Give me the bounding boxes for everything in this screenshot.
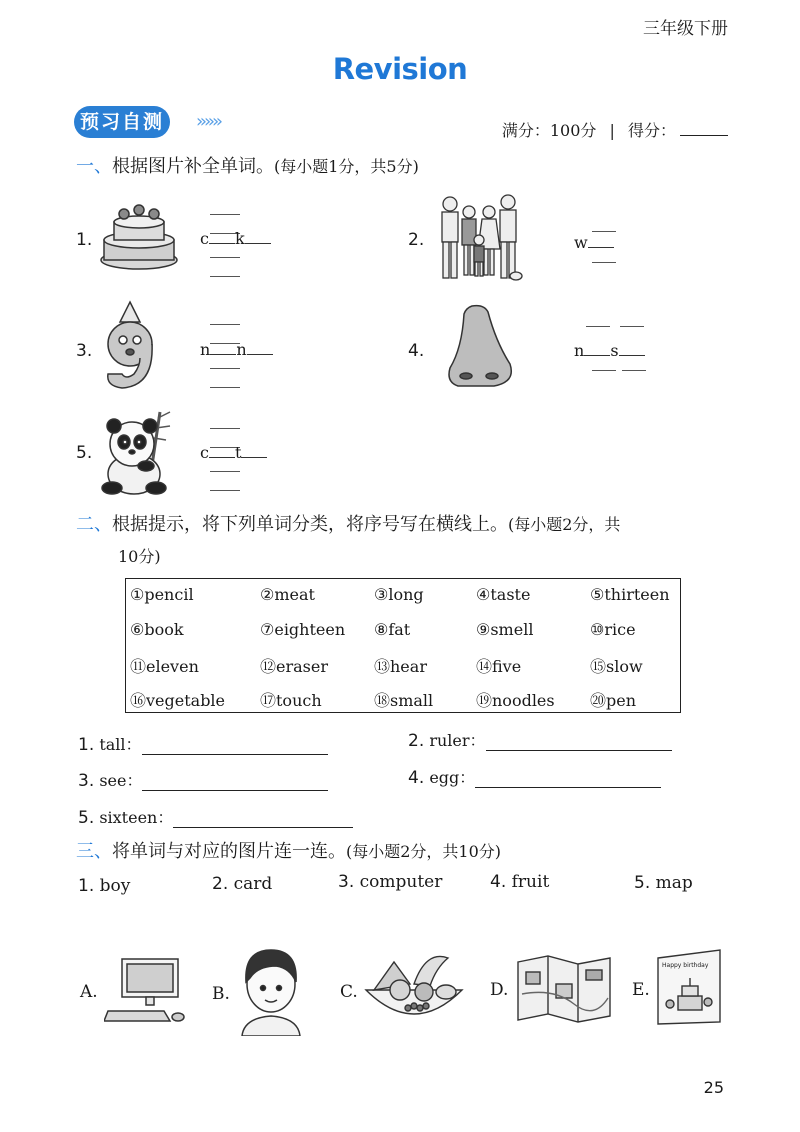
section1-heading [76,152,419,178]
word-cell: ⑧fat [374,620,411,639]
match-word-2[interactable] [212,874,272,894]
section3-heading [76,837,501,863]
item1-prefix: c [200,229,209,248]
match-word-1[interactable] [78,876,130,896]
prompt1-num: 1. [78,735,95,755]
prompt5-num: 5. [78,808,95,828]
item3-lines-top [210,324,280,336]
nose-picture [444,302,518,390]
section2-heading [76,510,736,536]
item1-mid: k [234,229,245,248]
item5-word[interactable] [200,443,267,462]
match-text: card [233,874,273,894]
section2-note2: 10分) [118,547,161,566]
word-bank [125,578,681,713]
match-num: 4. [490,872,507,892]
item2-num: 2. [408,230,425,250]
prompt-tall [78,732,328,755]
word-cell: ⑲noodles [476,691,555,710]
pic-letter-c: C. [340,982,358,1002]
page-title: Revision [332,52,468,86]
item3-lines-bottom [210,368,280,380]
item2-line-top [592,231,616,232]
prompt2-label: ruler： [429,731,486,750]
prompt4-label: egg： [429,768,476,787]
word-cell: ⑱small [374,691,434,710]
match-num: 3. [338,872,355,892]
prompt2-blank[interactable] [486,750,672,751]
item4-line-top-b [620,326,644,327]
prompt2-num: 2. [408,731,425,751]
word-cell: ⑳pen [590,691,637,710]
item3-prefix: n [200,340,211,359]
match-text: fruit [511,872,550,892]
item2-prefix: w [574,233,588,252]
boy-picture[interactable] [236,944,306,1036]
section2-text: 根据提示，将下列单词分类，将序号写在横线上。 [112,514,508,535]
item1-lines-top [210,214,280,226]
item5-lines-top [210,428,280,440]
item4-prefix: n [574,341,585,360]
score-divider: | [609,121,615,140]
prompt3-num: 3. [78,771,95,791]
match-text: boy [99,876,131,896]
got-score: 得分： [627,121,676,140]
prompt-sixteen [78,805,353,828]
item4-num: 4. [408,341,425,361]
panda-picture [98,408,178,496]
match-num: 2. [212,874,229,894]
pic-letter-a: A. [80,982,98,1002]
item2-line-bottom [592,262,616,263]
match-word-5[interactable] [634,873,693,893]
score-line [502,118,728,141]
pic-letter-d: D. [490,980,509,1000]
grade-label: 三年级下册 [643,19,728,39]
card-drawing [656,948,722,1026]
prompt-ruler [408,728,672,751]
section3-note: (每小题2分，共10分) [346,842,502,861]
item5-mid: t [234,443,242,462]
section3-text: 将单词与对应的图片连一连。 [112,841,346,862]
item1-num: 1. [76,230,93,250]
item4-word[interactable] [574,341,645,360]
word-cell: ⑬hear [374,657,427,676]
nine-picture [100,300,166,392]
word-cell: ⑮slow [590,657,643,676]
item3-num: 3. [76,341,93,361]
birthday-card-picture[interactable] [656,948,722,1026]
word-cell: ⑤thirteen [590,585,670,604]
word-cell: ⑪eleven [130,657,199,676]
word-cell: ④taste [476,585,531,604]
word-cell: ⑯vegetable [130,691,226,710]
word-cell: ⑥book [130,620,184,639]
match-num: 5. [634,873,651,893]
item3-word[interactable] [200,340,273,359]
page-number: 25 [703,1078,724,1097]
section1-note: (每小题1分，共5分) [274,157,419,176]
item2-word[interactable] [574,233,614,252]
item4-line-top-a [586,326,610,327]
word-cell: ⑩rice [590,620,636,639]
item3-mid: n [236,340,247,359]
match-word-3[interactable] [338,872,442,892]
full-score: 满分：100分 [501,121,597,140]
pic-letter-b: B. [212,984,230,1004]
prompt-see [78,768,328,791]
item5-prefix: c [200,443,209,462]
section2-note: (每小题2分，共 [508,515,621,534]
item4-mid: s [610,341,619,360]
match-text: computer [359,872,443,892]
pic-letter-e: E. [632,980,650,1000]
item5-num: 5. [76,443,93,463]
map-picture[interactable] [514,954,614,1024]
item4-line-bottom-b [622,370,646,371]
match-word-4[interactable] [490,872,549,892]
prompt5-label: sixteen： [99,808,174,827]
section2-num: 二、 [76,514,112,535]
fruit-picture[interactable] [364,948,464,1026]
prompt3-blank[interactable] [142,790,328,791]
preview-badge: 预习自测 [74,106,170,138]
word-cell: ⑰touch [260,691,322,710]
prompt4-blank[interactable] [475,787,661,788]
item1-word[interactable] [200,229,271,248]
section1-num: 一、 [76,156,112,177]
word-cell: ③long [374,585,424,604]
prompt4-num: 4. [408,768,425,788]
word-cell: ⑭five [476,657,522,676]
card-text: Happy birthday [662,962,709,969]
cake-picture [98,200,180,272]
word-cell: ①pencil [130,585,194,604]
family-picture [432,190,524,286]
match-num: 1. [78,876,95,896]
item1-lines-bottom [210,257,280,269]
item4-line-bottom-a [592,370,616,371]
item5-lines-bottom [210,471,280,483]
section2-heading-cont [118,544,161,567]
prompt3-label: see： [99,771,143,790]
word-cell: ②meat [260,585,315,604]
section3-num: 三、 [76,841,112,862]
prompt5-blank[interactable] [173,827,353,828]
prompt1-label: tall： [99,735,142,754]
score-blank[interactable] [680,135,728,136]
word-cell: ⑦eighteen [260,620,346,639]
chevrons-icon: »»» [196,111,221,132]
section1-text: 根据图片补全单词。 [112,156,274,177]
prompt1-blank[interactable] [142,754,328,755]
match-text: map [655,873,693,893]
computer-picture[interactable] [104,955,188,1027]
prompt-egg [408,765,661,788]
word-cell: ⑨smell [476,620,534,639]
word-cell: ⑫eraser [260,657,328,676]
